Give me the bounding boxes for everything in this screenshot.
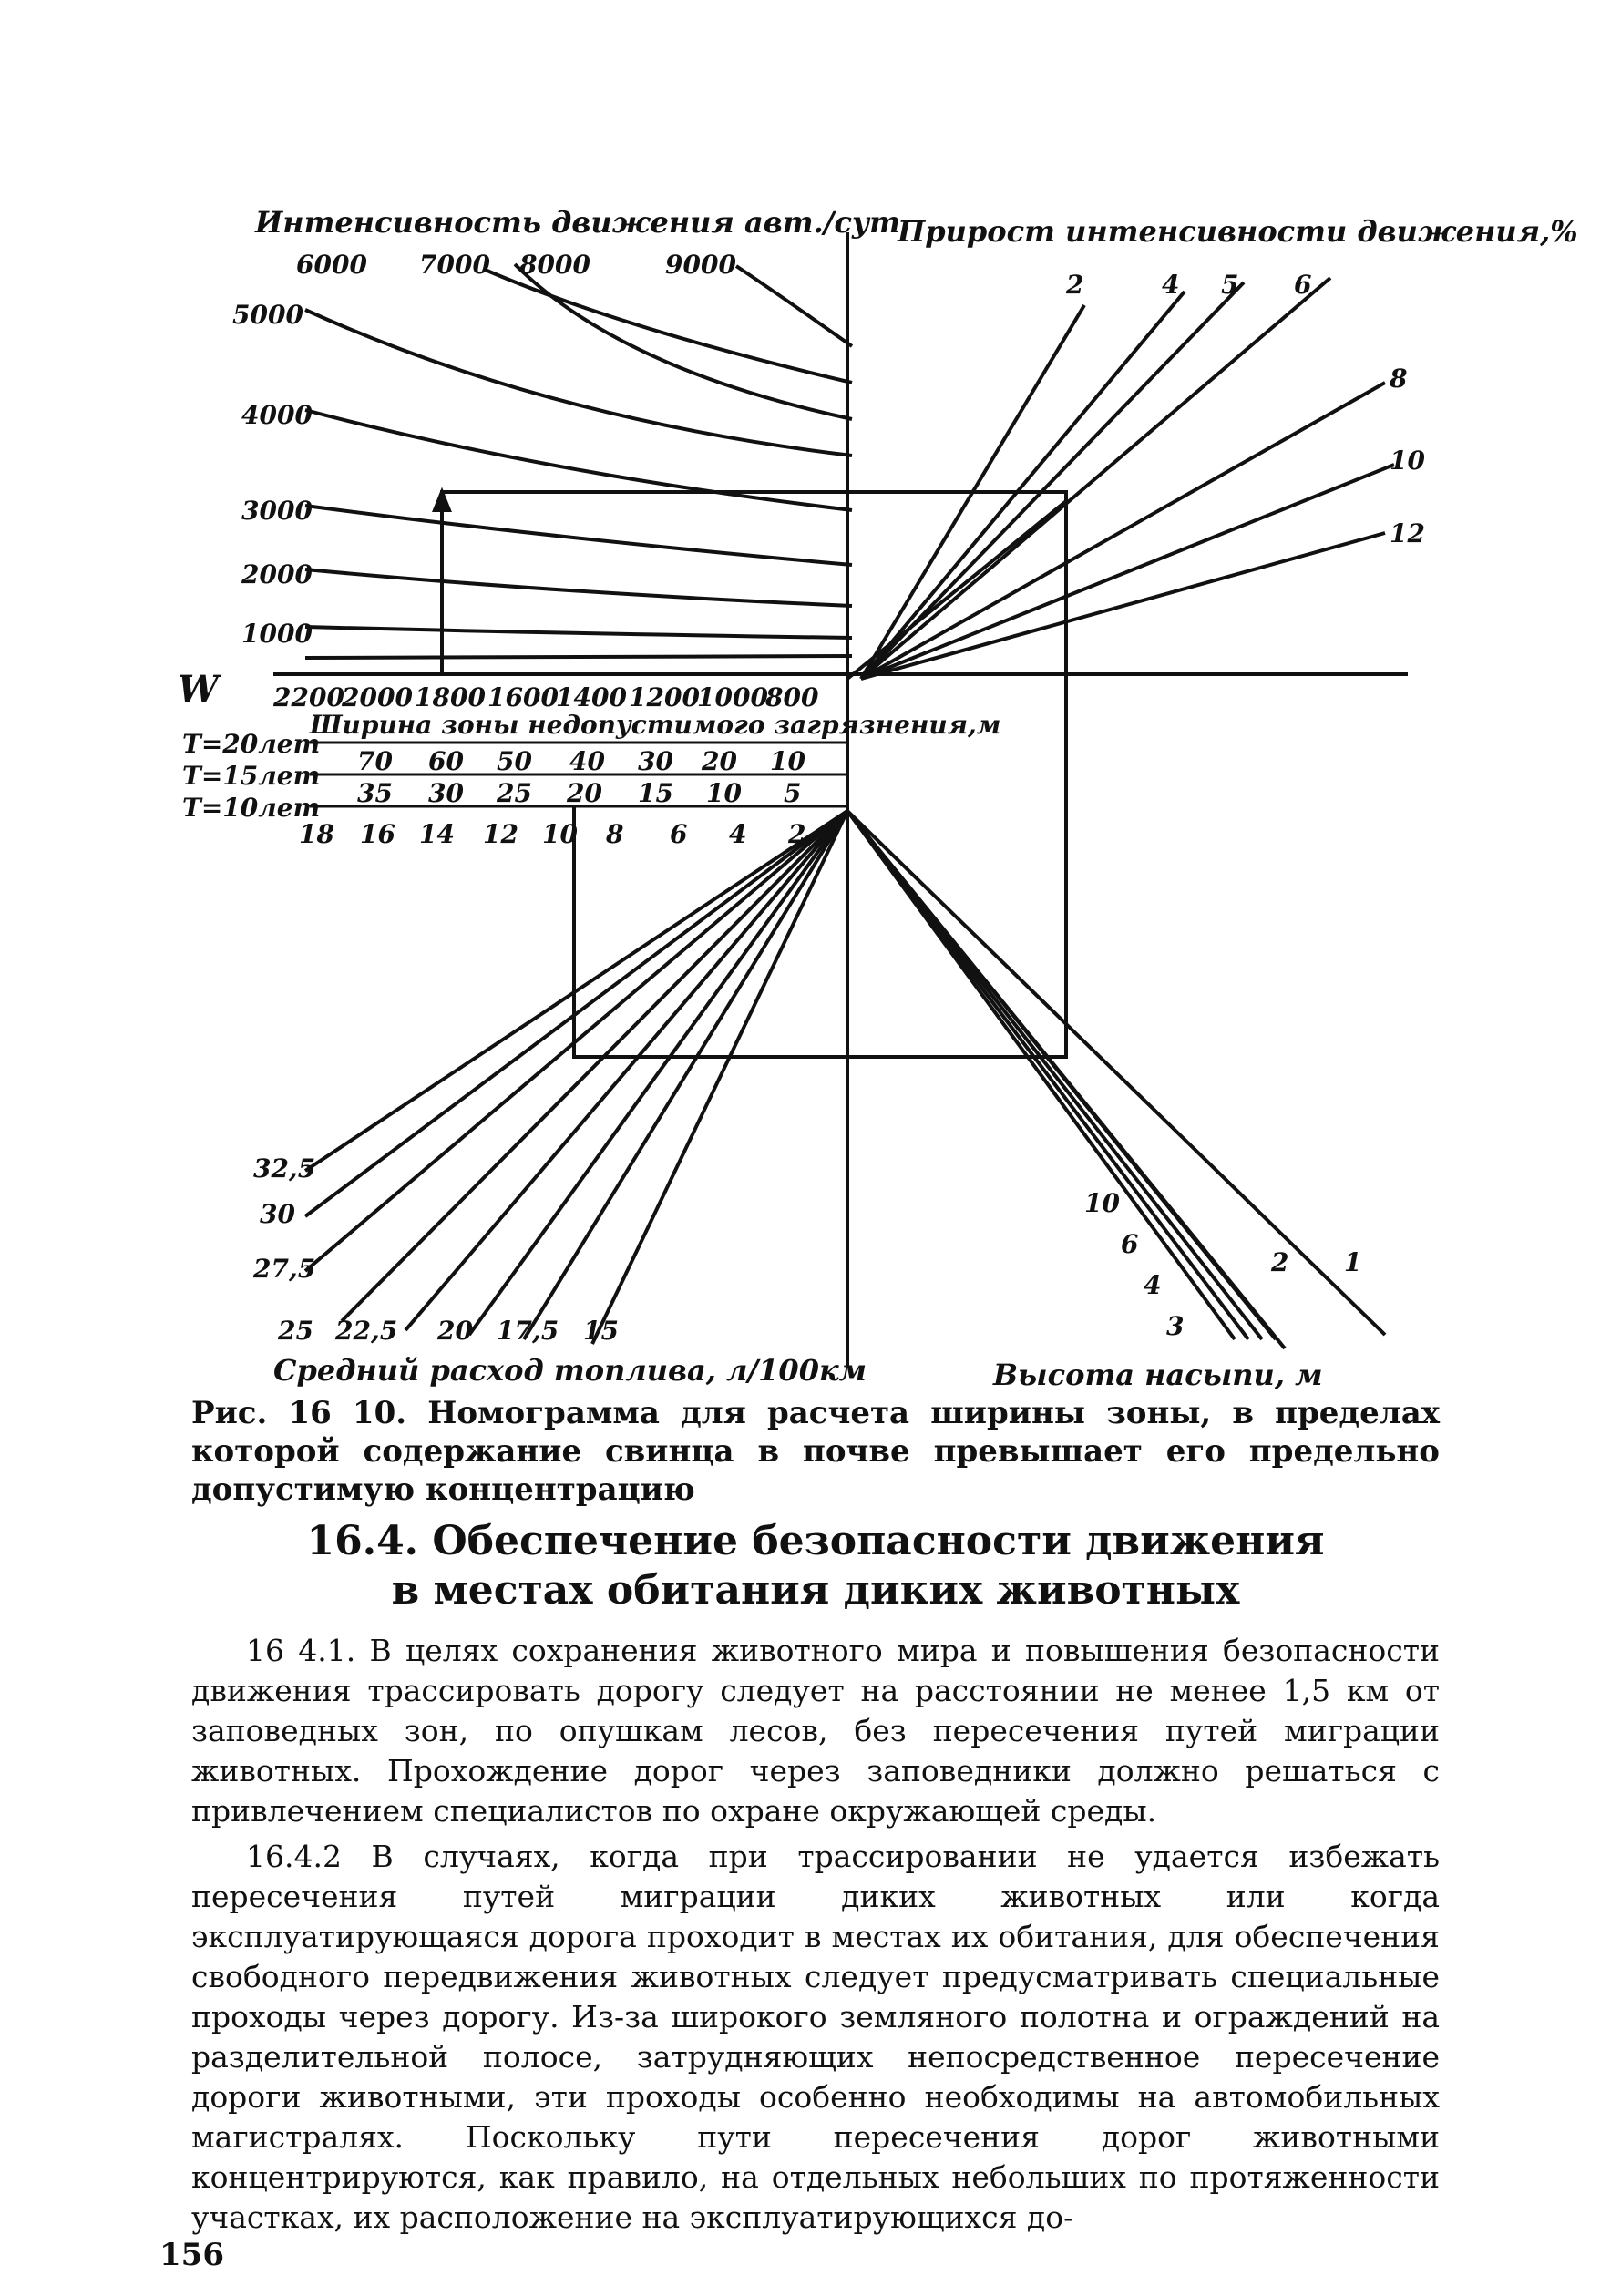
figure-caption: Рис. 16 10. Номограмма для расчета ширины зоны, в пределах которой содержание свинца в почве превышает его предельно допустимую концентрацию <box>191 1395 1440 1508</box>
svg-text:1800: 1800 <box>415 682 486 712</box>
title-intensity: Интенсивность движения авт./сут <box>255 205 900 240</box>
t10-tick-labels <box>299 819 805 849</box>
growth-right-labels <box>1389 364 1425 548</box>
paragraph-16-4-2: 16.4.2 В случаях, когда при трассировании не удается избежать пересечения путей миграции диких животных или когда эксплуатирующаяся дорога проходит в местах их обитания, для обеспечения свободного передвижения животных следует предусматривать специальные проходы через дорогу. Из-за широкого земляного полотна и ограждений на разделительной полосе, затрудняющих непосредственное пересечение дороги животными, эти проходы особенно необходимы на автомобильных магистралях. Поскольку пути пересечения дорог животными концентрируются, как правило, на отдельных небольших по протяженности участках, их расположение на эксплуатирующихся до- <box>191 1839 1440 2235</box>
svg-text:4: 4 <box>1162 270 1180 300</box>
w-label: W <box>178 668 219 711</box>
svg-text:4000: 4000 <box>241 400 313 430</box>
t-label-10: T=10лет <box>182 793 321 823</box>
svg-text:3000: 3000 <box>241 496 313 526</box>
growth-rays <box>861 278 1394 679</box>
svg-text:20: 20 <box>567 778 602 808</box>
svg-text:35: 35 <box>357 778 393 808</box>
svg-text:2000: 2000 <box>241 559 313 589</box>
title-width: Ширина зоны недопустимого загрязнения,м <box>310 710 1001 740</box>
svg-text:14: 14 <box>419 819 455 849</box>
title-growth: Прирост интенсивности движения,% <box>898 214 1578 249</box>
svg-text:6000: 6000 <box>296 250 367 280</box>
svg-text:10: 10 <box>770 746 805 776</box>
w-tick-labels <box>272 682 819 712</box>
svg-text:1200: 1200 <box>629 682 700 712</box>
growth-top-labels <box>1065 270 1311 300</box>
t20-tick-labels <box>357 746 805 776</box>
svg-text:60: 60 <box>428 746 464 776</box>
title-height: Высота насыпи, м <box>993 1358 1323 1392</box>
svg-text:1600: 1600 <box>487 682 559 712</box>
svg-text:10: 10 <box>1084 1188 1120 1218</box>
svg-text:12: 12 <box>1390 518 1425 548</box>
svg-text:1000: 1000 <box>241 619 313 649</box>
svg-text:7000: 7000 <box>419 250 490 280</box>
intensity-left-labels <box>232 300 313 649</box>
svg-text:1000: 1000 <box>697 682 768 712</box>
svg-text:15: 15 <box>583 1316 619 1346</box>
svg-text:3: 3 <box>1166 1311 1185 1341</box>
svg-text:8: 8 <box>1390 364 1408 394</box>
section-title-line-2: в местах обитания диких животных <box>391 1567 1240 1614</box>
svg-text:4: 4 <box>1144 1270 1162 1300</box>
svg-text:12: 12 <box>483 819 518 849</box>
svg-text:10: 10 <box>542 819 578 849</box>
fuel-left-labels <box>252 1153 315 1284</box>
svg-text:15: 15 <box>638 778 673 808</box>
svg-text:50: 50 <box>497 746 532 776</box>
fuel-bottom-labels <box>277 1316 619 1346</box>
title-fuel: Средний расход топлива, л/100км <box>273 1353 867 1388</box>
svg-text:70: 70 <box>357 746 393 776</box>
svg-text:2000: 2000 <box>342 682 413 712</box>
paragraph-16-4-1: 16 4.1. В целях сохранения животного мира и повышения безопасности движения трассировать дорогу следует на расстоянии не менее 1,5 км от заповедных зон, по опушкам лесов, без пересечения путей миграции животных. Прохождение дорог через заповедники должно решаться с привлечением специалистов по охране окружающей среды. <box>191 1633 1440 1829</box>
svg-text:6: 6 <box>1121 1229 1139 1259</box>
svg-text:20: 20 <box>437 1316 473 1346</box>
svg-text:8000: 8000 <box>519 250 590 280</box>
svg-text:2: 2 <box>788 819 806 849</box>
body-text <box>191 1631 1440 2243</box>
svg-text:9000: 9000 <box>665 250 736 280</box>
svg-text:25: 25 <box>278 1316 313 1346</box>
section-title <box>191 1517 1440 1615</box>
height-labels <box>1084 1188 1361 1341</box>
svg-text:800: 800 <box>765 682 819 712</box>
svg-text:30: 30 <box>428 778 464 808</box>
svg-text:2200: 2200 <box>273 682 344 712</box>
svg-text:25: 25 <box>497 778 532 808</box>
svg-text:22,5: 22,5 <box>335 1316 398 1346</box>
svg-text:5: 5 <box>1221 270 1239 300</box>
svg-text:40: 40 <box>569 746 605 776</box>
page-number: 156 <box>159 2237 224 2273</box>
svg-text:8: 8 <box>606 819 624 849</box>
svg-text:27,5: 27,5 <box>253 1254 316 1284</box>
svg-text:6: 6 <box>1294 270 1312 300</box>
svg-text:20: 20 <box>702 746 737 776</box>
fuel-rays <box>305 811 847 1344</box>
intensity-curves <box>305 264 852 658</box>
svg-text:2: 2 <box>1066 270 1084 300</box>
section-title-line-1: 16.4. Обеспечение безопасности движения <box>306 1518 1325 1564</box>
t-label-20: T=20лет <box>182 729 321 759</box>
svg-text:17,5: 17,5 <box>497 1316 559 1346</box>
svg-text:18: 18 <box>299 819 334 849</box>
svg-text:10: 10 <box>1390 446 1425 476</box>
svg-text:30: 30 <box>260 1199 295 1229</box>
svg-text:4: 4 <box>729 819 747 849</box>
svg-text:5: 5 <box>784 778 802 808</box>
svg-text:1: 1 <box>1344 1247 1362 1277</box>
svg-text:30: 30 <box>638 746 673 776</box>
svg-text:6: 6 <box>670 819 688 849</box>
svg-text:1400: 1400 <box>556 682 627 712</box>
svg-text:2: 2 <box>1271 1247 1289 1277</box>
svg-text:5000: 5000 <box>232 300 303 330</box>
svg-text:32,5: 32,5 <box>253 1153 316 1184</box>
t15-tick-labels <box>357 778 801 808</box>
svg-text:16: 16 <box>360 819 395 849</box>
t-label-15: T=15лет <box>182 761 321 791</box>
height-rays <box>847 811 1385 1348</box>
svg-text:10: 10 <box>706 778 742 808</box>
